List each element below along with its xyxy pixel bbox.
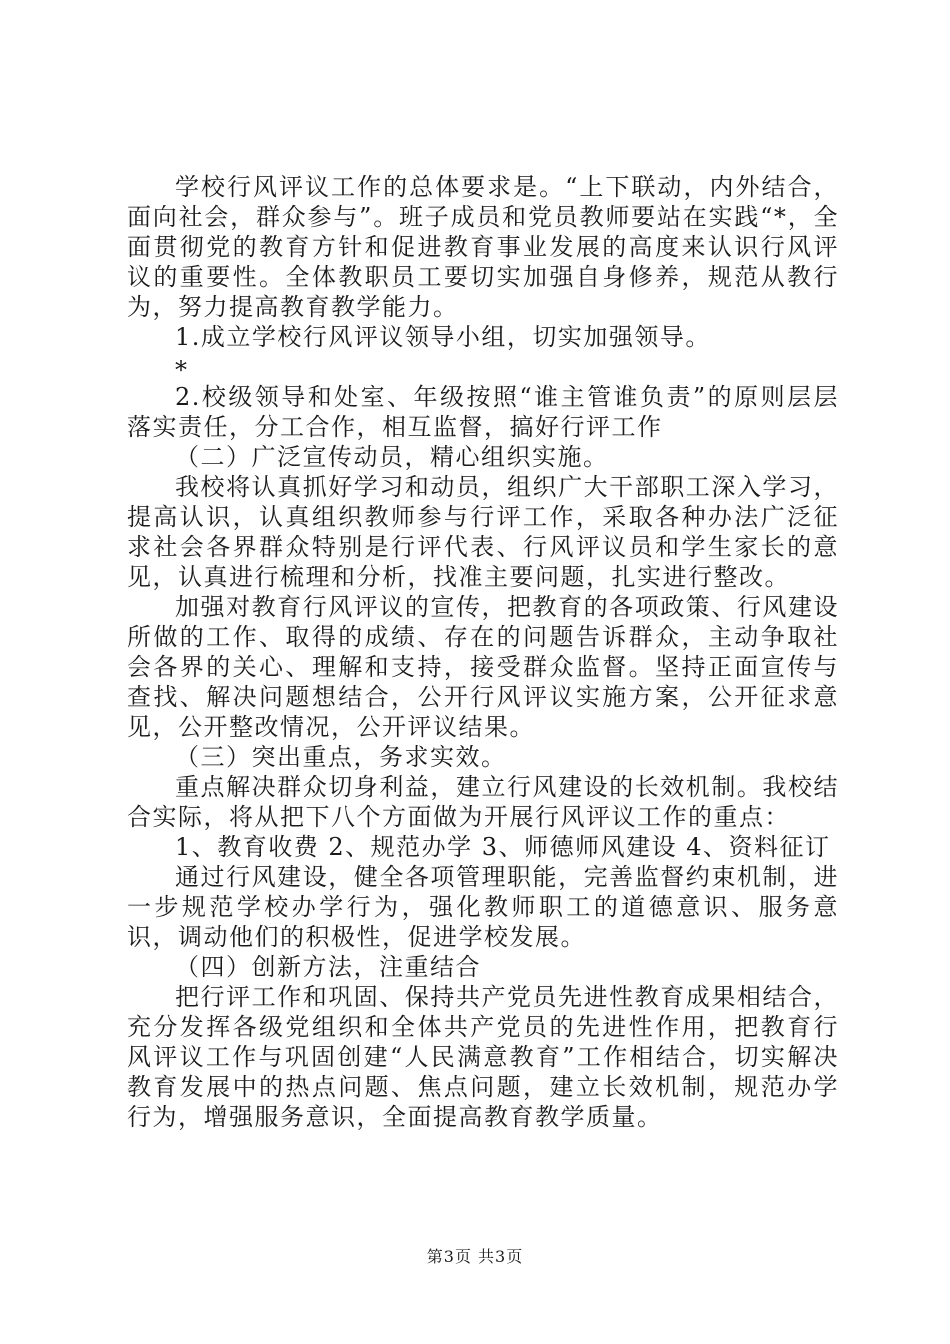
document-body: [127, 172, 839, 1132]
paragraph-key-points: 重点解决群众切身利益，建立行风建设的长效机制。我校结合实际，将从把下八个方面做为开展行风评议工作的重点：: [127, 773, 839, 831]
paragraph-overall-requirements: 学校行风评议工作的总体要求是。“上下联动，内外结合，面向社会，群众参与”。班子成员和党员教师要站在实践“*，全面贯彻党的教育方针和促进教育事业发展的高度来认识行风评议的重要性。全体教职员工要切实加强自身修养，规范从教行为，努力提高教育教学能力。: [127, 173, 839, 321]
paragraph-study-mobilization: 我校将认真抓好学习和动员，组织广大干部职工深入学习，提高认识，认真组织教师参与行评工作，采取各种办法广泛征求社会各界群众特别是行评代表、行风评议员和学生家长的意见，认真进行梳理和分析，找准主要问题，扎实进行整改。: [127, 473, 839, 591]
paragraph-item-2: 2.校级领导和处室、年级按照“谁主管谁负责”的原则层层落实责任，分工合作，相互监督，搞好行评工作: [127, 383, 839, 441]
asterisk-marker: *: [175, 356, 189, 384]
paragraph-item-1: 1.成立学校行风评议领导小组，切实加强领导。: [175, 323, 711, 351]
paragraph-combination: 把行评工作和巩固、保持共产党员先进性教育成果相结合，充分发挥各级党组织和全体共产党员的先进性作用，把教育行风评议工作与巩固创建“人民满意教育”工作相结合，切实解决教育发展中的热点问题、焦点问题，建立长效机制，规范办学行为，增强服务意识，全面提高教育教学质量。: [127, 983, 839, 1131]
section-heading-3: （三）突出重点，务求实效。: [175, 743, 507, 771]
paragraph-key-points-list: 1、教育收费 2、规范办学 3、师德师风建设 4、资料征订: [175, 833, 831, 861]
paragraph-style-building: 通过行风建设，健全各项管理职能，完善监督约束机制，进一步规范学校办学行为，强化教师职工的道德意识、服务意识，调动他们的积极性，促进学校发展。: [127, 863, 839, 951]
section-heading-4: （四）创新方法，注重结合: [175, 953, 481, 981]
section-heading-2: （二）广泛宣传动员，精心组织实施。: [175, 443, 609, 471]
page-footer: 第3页 共3页: [426, 1247, 524, 1266]
paragraph-publicity: 加强对教育行风评议的宣传，把教育的各项政策、行风建设所做的工作、取得的成绩、存在的问题告诉群众，主动争取社会各界的关心、理解和支持，接受群众监督。坚持正面宣传与查找、解决问题想结合，公开行风评议实施方案，公开征求意见，公开整改情况，公开评议结果。: [127, 593, 839, 741]
